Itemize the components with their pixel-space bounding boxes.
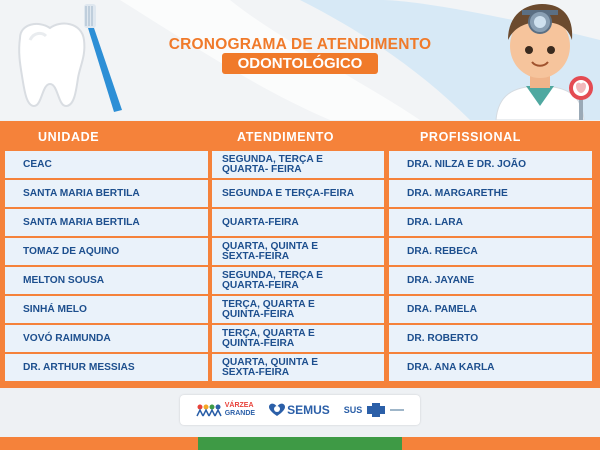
schedule-table [0, 121, 600, 388]
cell-profissional: DRA. PAMELA [389, 296, 592, 323]
footer-logos [180, 395, 420, 425]
bottom-stripe-orange-left [0, 437, 198, 450]
cell-atendimento: TERÇA, QUARTA E QUINTA-FEIRA [212, 325, 384, 352]
cell-atendimento: TERÇA, QUARTA E QUINTA-FEIRA [212, 296, 384, 323]
cell-atendimento: SEGUNDA, TERÇA E QUARTA-FEIRA [212, 267, 384, 294]
table-row [0, 325, 600, 352]
semus-text: SEMUS [287, 403, 330, 417]
cell-unidade: VOVÓ RAIMUNDA [5, 325, 208, 352]
semus-heart-icon [269, 403, 285, 417]
cell-profissional: DRA. JAYANE [389, 267, 592, 294]
cell-unidade: TOMAZ DE AQUINO [5, 238, 208, 265]
varzea-grande-logo [196, 402, 255, 418]
cell-profissional: DRA. REBECA [389, 238, 592, 265]
table-row [0, 296, 600, 323]
bottom-stripe-green [198, 437, 402, 450]
cell-profissional: DRA. MARGARETHE [389, 180, 592, 207]
table-row [0, 180, 600, 207]
cell-profissional: DRA. LARA [389, 209, 592, 236]
page-title: CRONOGRAMA DE ATENDIMENTO [168, 36, 432, 53]
sus-divider [390, 409, 404, 411]
cell-atendimento: QUARTA-FEIRA [212, 209, 384, 236]
column-header-atendimento: ATENDIMENTO [237, 130, 335, 144]
cell-atendimento: SEGUNDA, TERÇA E QUARTA- FEIRA [212, 151, 384, 178]
bottom-stripe-orange-right [402, 437, 600, 450]
table-row [0, 354, 600, 381]
column-header-unidade: UNIDADE [38, 130, 100, 144]
table-row [0, 267, 600, 294]
cell-unidade: MELTON SOUSA [5, 267, 208, 294]
cell-unidade: SANTA MARIA BERTILA [5, 209, 208, 236]
cell-profissional: DRA. NILZA E DR. JOÃO [389, 151, 592, 178]
cell-atendimento: QUARTA, QUINTA E SEXTA-FEIRA [212, 354, 384, 381]
logo-text-line1: VÁRZEA [224, 402, 254, 409]
logo-text-line2: GRANDE [224, 410, 256, 417]
column-header-profissional: PROFISSIONAL [420, 130, 521, 144]
page-subtitle: ODONTOLÓGICO [222, 53, 378, 74]
semus-logo [269, 403, 330, 417]
toothbrush-icon [78, 2, 128, 114]
cell-unidade: DR. ARTHUR MESSIAS [5, 354, 208, 381]
cell-atendimento: QUARTA, QUINTA E SEXTA-FEIRA [212, 238, 384, 265]
table-row [0, 151, 600, 178]
mirror-icon [566, 74, 596, 120]
table-row [0, 209, 600, 236]
cell-unidade: CEAC [5, 151, 208, 178]
sus-logo [344, 403, 405, 417]
cell-atendimento: SEGUNDA E TERÇA-FEIRA [212, 180, 384, 207]
cell-unidade: SINHÁ MELO [5, 296, 208, 323]
people-icon [196, 403, 222, 417]
sus-cross-icon [365, 403, 387, 417]
table-row [0, 238, 600, 265]
cell-profissional: DRA. ANA KARLA [389, 354, 592, 381]
cell-profissional: DR. ROBERTO [389, 325, 592, 352]
sus-text: SUS [343, 405, 363, 415]
cell-unidade: SANTA MARIA BERTILA [5, 180, 208, 207]
header [0, 0, 600, 120]
